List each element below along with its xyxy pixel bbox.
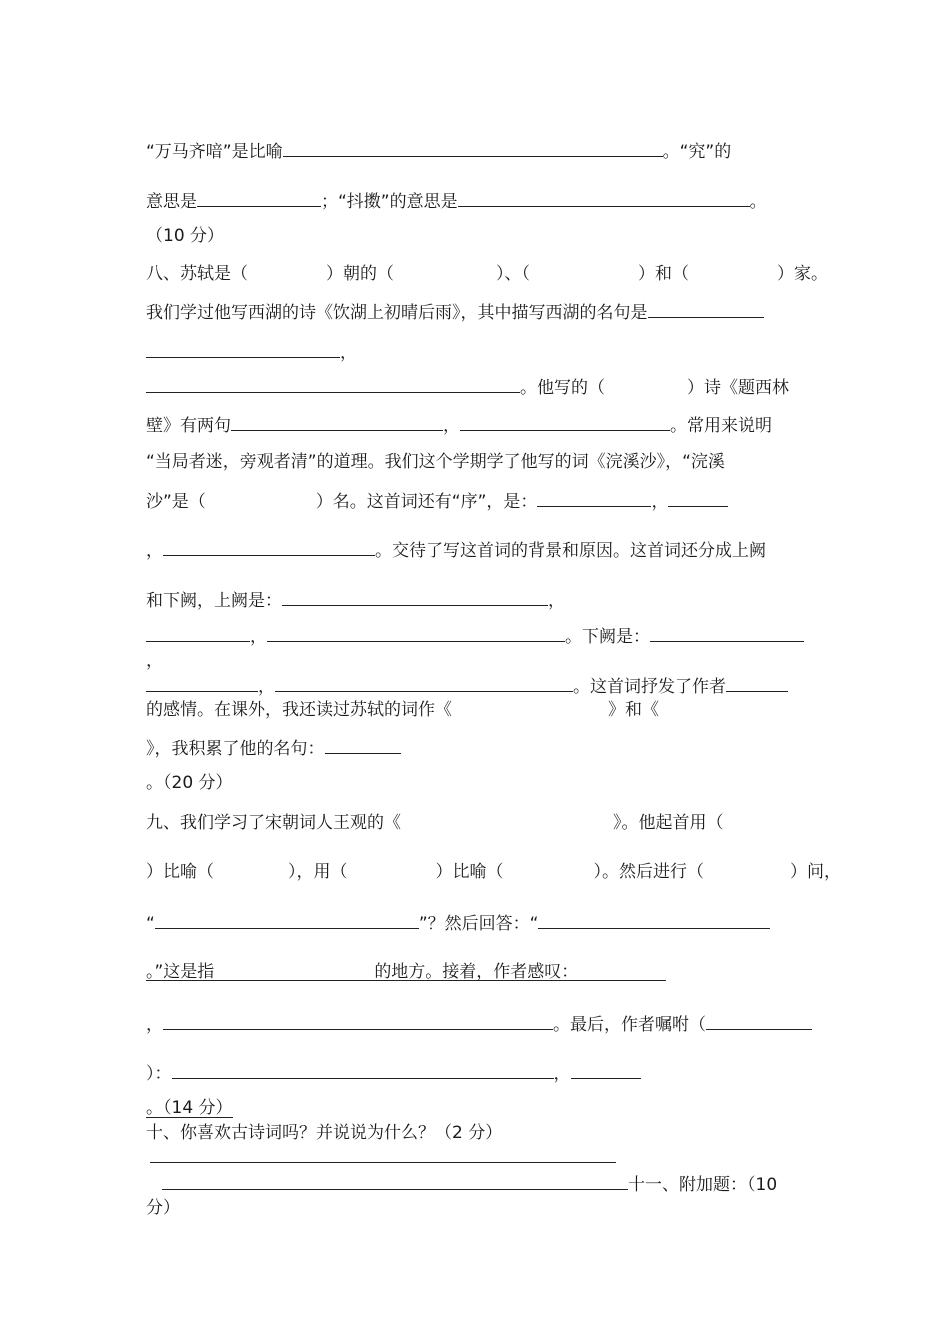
q8-line-8 bbox=[146, 538, 766, 562]
q8-text: 。这首词抒发了作者 bbox=[573, 677, 726, 697]
blank-preface-2[interactable] bbox=[668, 489, 728, 507]
blank-xihu-line-3[interactable] bbox=[146, 375, 520, 393]
blank-xihu-line-1[interactable] bbox=[648, 300, 764, 318]
q8-text: 和下阙，上阙是： bbox=[146, 591, 282, 611]
q9-line-2 bbox=[146, 861, 841, 883]
blank-preface-1[interactable] bbox=[537, 489, 651, 507]
q8-line-10 bbox=[146, 624, 804, 648]
blank-xihu-line-2[interactable] bbox=[146, 340, 340, 358]
q8-text: ， bbox=[340, 343, 357, 363]
q7-text: 。 bbox=[749, 192, 767, 212]
q7-text: “万马齐喑”是比喻 bbox=[146, 142, 283, 162]
blank-lower-3[interactable] bbox=[275, 674, 573, 692]
blank-answer[interactable] bbox=[538, 911, 770, 929]
blank-upper-3[interactable] bbox=[267, 624, 565, 642]
q8-line-1 bbox=[146, 263, 828, 285]
q8-text: 的感情。在课外，我还读过苏轼的词作《 bbox=[146, 700, 452, 720]
blank-emotion[interactable] bbox=[726, 674, 788, 692]
blank-q10-answer-2[interactable] bbox=[162, 1172, 628, 1190]
q8-text: 。常用来说明 bbox=[670, 416, 772, 436]
q9-text: ”？然后回答：“ bbox=[418, 914, 539, 934]
q8-line-3 bbox=[146, 340, 357, 364]
q9-text: 。”这是指 bbox=[146, 962, 215, 982]
q8-line-11: ， bbox=[146, 651, 163, 671]
q9-text: “ bbox=[146, 914, 155, 934]
q8-text: ）和（ bbox=[638, 264, 689, 284]
q8-text: 》，我积累了他的名句： bbox=[146, 739, 325, 759]
blank-lower-2[interactable] bbox=[146, 674, 258, 692]
blank-famous-line[interactable] bbox=[325, 736, 401, 754]
blank-upper-2[interactable] bbox=[146, 624, 250, 642]
q9-line-5 bbox=[146, 1012, 812, 1036]
q8-text: ）名。这首词还有“序”，是： bbox=[315, 492, 538, 512]
q8-text: ）朝的（ bbox=[326, 264, 394, 284]
q8-text: 我们学过他写西湖的诗《饮湖上初晴后雨》，其中描写西湖的名句是 bbox=[146, 303, 648, 323]
q9-text: ）问， bbox=[790, 862, 841, 882]
q9-text: ）比喻（ bbox=[146, 862, 214, 882]
q7-line-1 bbox=[146, 139, 731, 163]
blank-xilin-2[interactable] bbox=[460, 413, 670, 431]
q8-line-4 bbox=[146, 375, 789, 399]
blank-upper-1[interactable] bbox=[282, 588, 548, 606]
q9-score bbox=[146, 1097, 233, 1119]
q7-text: 意思是 bbox=[146, 192, 197, 212]
q7-line-2 bbox=[146, 189, 767, 213]
q7-text: ；“抖擞”的意思是 bbox=[321, 192, 458, 212]
q8-score: 。（20 分） bbox=[146, 773, 233, 793]
blank-question[interactable] bbox=[155, 911, 419, 929]
q7-text: 。“究”的 bbox=[662, 142, 732, 162]
q8-text: ）、（ bbox=[496, 264, 530, 284]
blank-lower-1[interactable] bbox=[650, 624, 804, 642]
q9-line-6 bbox=[146, 1061, 641, 1085]
q8-text: 。他写的（ bbox=[520, 378, 605, 398]
q8-text: 。交待了写这首词的背景和原因。这首词还分成上阙 bbox=[375, 541, 766, 561]
blank-advice-1[interactable] bbox=[172, 1061, 554, 1079]
q9-line-1 bbox=[146, 812, 724, 834]
q8-text: 八、苏轼是（ bbox=[146, 264, 248, 284]
q8-line-5 bbox=[146, 413, 772, 437]
q10-line-2 bbox=[162, 1172, 777, 1196]
q9-text: 的地方。接着，作者感叹： bbox=[374, 962, 579, 982]
q8-text: ， bbox=[250, 627, 267, 647]
q8-line-13 bbox=[146, 699, 659, 721]
blank-sigh[interactable] bbox=[163, 1012, 553, 1030]
q9-text: ）比喻（ bbox=[435, 862, 504, 882]
q8-text: 。下阙是： bbox=[565, 627, 650, 647]
q8-text: ）诗《题西林 bbox=[687, 378, 789, 398]
q9-text: 九、我们学习了宋朝词人王观的《 bbox=[146, 813, 401, 833]
blank-jiu-meaning[interactable] bbox=[197, 189, 321, 207]
q7-score: （10 分） bbox=[146, 226, 225, 246]
q8-text: 》和《 bbox=[608, 700, 659, 720]
q11-score: 分） bbox=[146, 1198, 180, 1218]
blank-metaphor[interactable] bbox=[283, 139, 663, 157]
q8-text: ， bbox=[146, 541, 163, 561]
q8-text: ， bbox=[443, 416, 460, 436]
q8-text: ， bbox=[548, 591, 565, 611]
q9-text: ），用（ bbox=[288, 862, 348, 882]
q8-text: 沙”是（ bbox=[146, 492, 206, 512]
q9-text: 。最后，作者嘱咐（ bbox=[553, 1015, 706, 1035]
q9-text: ， bbox=[553, 1064, 571, 1084]
blank-dousou-meaning[interactable] bbox=[458, 189, 750, 207]
blank-preface-3[interactable] bbox=[163, 538, 375, 556]
q8-line-14 bbox=[146, 736, 401, 760]
q9-text: ， bbox=[146, 1015, 163, 1035]
q8-line-6: “当局者迷，旁观者清”的道理。我们这个学期学了他写的词《浣溪沙》，“浣溪 bbox=[146, 452, 725, 472]
q8-text: ， bbox=[651, 492, 669, 512]
q9-text: 》。他起首用（ bbox=[613, 813, 724, 833]
q11-title: 十一、附加题：（10 bbox=[628, 1175, 778, 1195]
blank-advice-2[interactable] bbox=[571, 1061, 641, 1079]
blank-q10-answer-1[interactable] bbox=[150, 1162, 616, 1163]
q8-text: ）家。 bbox=[777, 264, 828, 284]
q10-question: 十、你喜欢古诗词吗？并说说为什么？（2 分） bbox=[146, 1123, 503, 1143]
q9-score-underlined: 。（14 分） bbox=[146, 1098, 233, 1118]
q8-line-12 bbox=[146, 674, 788, 698]
q9-line-3 bbox=[146, 911, 770, 935]
underline-rule bbox=[146, 980, 666, 981]
q9-text: ）。然后进行（ bbox=[593, 862, 704, 882]
q8-line-2 bbox=[146, 300, 764, 324]
q8-text: ， bbox=[258, 677, 275, 697]
q8-text: 壁》有两句 bbox=[146, 416, 231, 436]
q8-line-7 bbox=[146, 489, 728, 513]
q9-text: ）： bbox=[146, 1064, 172, 1084]
q8-line-9 bbox=[146, 588, 565, 612]
blank-addressee[interactable] bbox=[706, 1012, 812, 1030]
blank-xilin-1[interactable] bbox=[231, 413, 443, 431]
